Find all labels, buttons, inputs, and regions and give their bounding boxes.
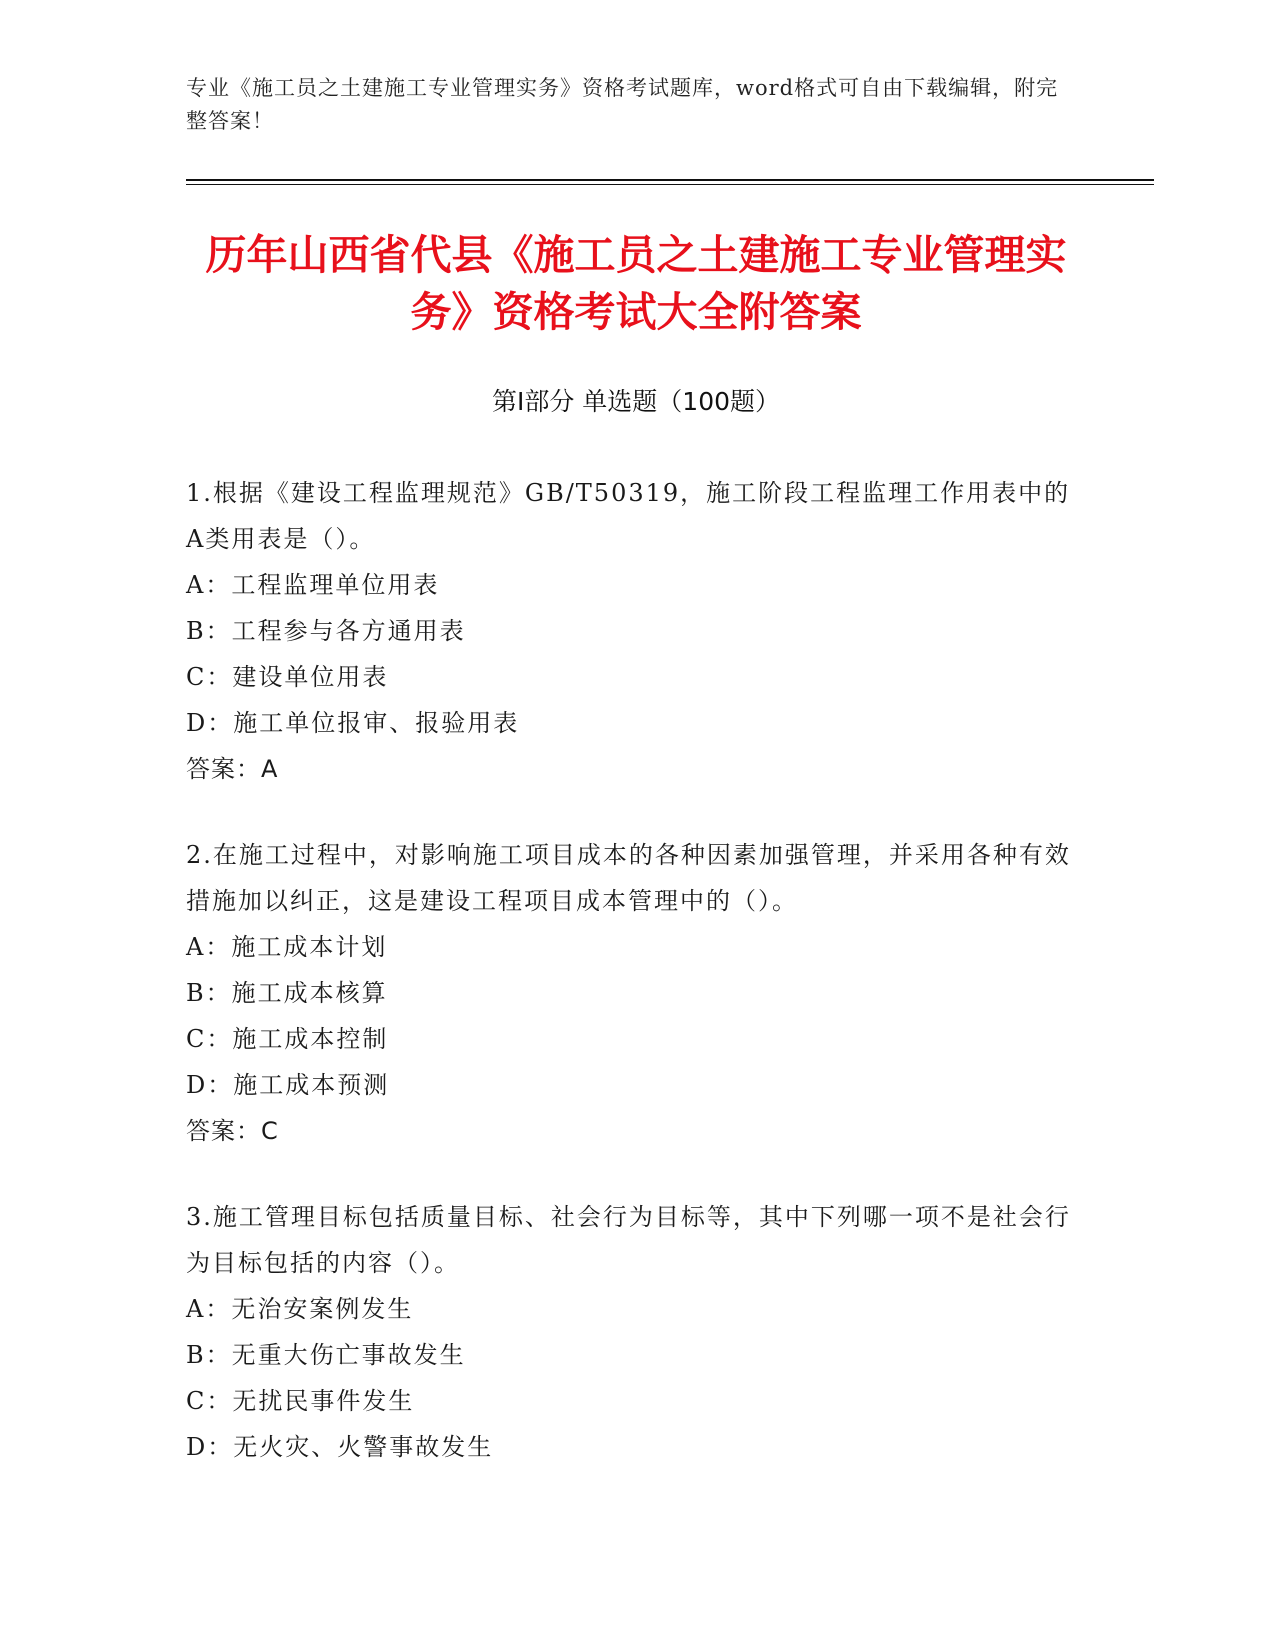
header-rule-thick: [186, 179, 1154, 181]
option-c: C：建设单位用表: [186, 663, 389, 691]
question-2: [186, 832, 1086, 1154]
option-c: C：施工成本控制: [186, 1025, 389, 1053]
question-3: [186, 1194, 1086, 1470]
option-a: A：施工成本计划: [186, 933, 388, 961]
answer: 答案：C: [186, 1117, 279, 1145]
question-stem: 3.施工管理目标包括质量目标、社会行为目标等，其中下列哪一项不是社会行为目标包括的内容（）。: [186, 1203, 1071, 1277]
answer: 答案：A: [186, 755, 279, 783]
header-note: 专业《施工员之土建施工专业管理实务》资格考试题库，word格式可自由下载编辑，附完整答案！: [186, 76, 1059, 133]
option-b: B：施工成本核算: [186, 979, 388, 1007]
section-heading: 第Ⅰ部分 单选题（100题）: [491, 387, 781, 416]
question-1: [186, 470, 1086, 792]
option-d: D：施工单位报审、报验用表: [186, 709, 520, 737]
option-b: B：工程参与各方通用表: [186, 617, 466, 645]
option-d: D：施工成本预测: [186, 1071, 390, 1099]
question-stem: 1.根据《建设工程监理规范》GB/T50319，施工阶段工程监理工作用表中的A类用表是（）。: [186, 479, 1071, 553]
option-b: B：无重大伤亡事故发生: [186, 1341, 466, 1369]
option-a: A：无治安案例发生: [186, 1295, 414, 1323]
option-c: C：无扰民事件发生: [186, 1387, 415, 1415]
question-stem: 2.在施工过程中，对影响施工项目成本的各种因素加强管理，并采用各种有效措施加以纠正，这是建设工程项目成本管理中的（）。: [186, 841, 1071, 915]
option-a: A：工程监理单位用表: [186, 571, 440, 599]
option-d: D：无火灾、火警事故发生: [186, 1433, 494, 1461]
header-rule-thin: [186, 184, 1154, 185]
document-title: 历年山西省代县《施工员之土建施工专业管理实务》资格考试大全附答案: [205, 231, 1067, 336]
